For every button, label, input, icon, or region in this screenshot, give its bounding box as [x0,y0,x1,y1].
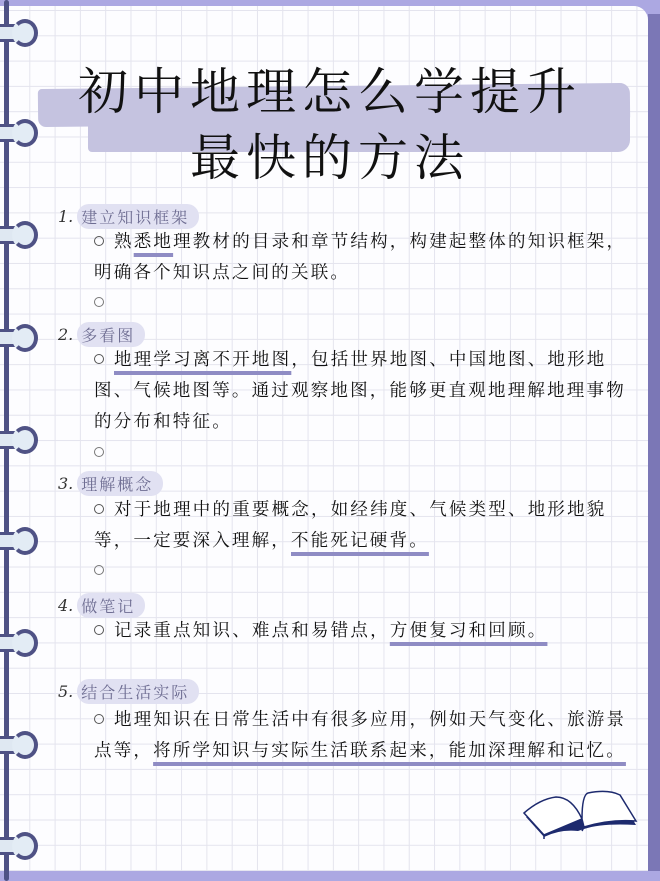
list-item: 记录重点知识、难点和易错点，方便复习和回顾。 [94,616,634,647]
section-number: 1. [58,207,74,226]
section-heading-1 [58,204,199,229]
hollow-bullet-icon [94,236,104,246]
empty-bullet-icon [94,297,104,307]
hollow-bullet-icon [94,354,104,364]
list-item: 对于地理中的重要概念，如经纬度、气候类型、地形地貌等，一定要深入理解，不能死记硬背。 [94,500,607,551]
spiral-ring-icon [0,527,40,555]
spiral-ring-icon [0,832,40,860]
spiral-ring-icon [0,629,40,657]
section-number: 5. [58,682,74,701]
hollow-bullet-icon [94,714,104,724]
empty-bullet-icon [94,447,104,457]
section-title: 理解概念 [77,471,163,496]
list-item: 熟悉地理教材的目录和章节结构，构建起整体的知识框架，明确各个知识点之间的关联。 [94,232,627,283]
section-title: 结合生活实际 [77,679,199,704]
section-heading-4 [58,593,145,618]
section-heading-5 [58,679,199,704]
section-number: 4. [58,596,74,615]
spiral-ring-icon [0,324,40,352]
section-heading-2 [58,322,145,347]
section-title: 多看图 [77,322,145,347]
spiral-ring-icon [0,221,40,249]
section-title: 建立知识框架 [77,204,199,229]
spiral-ring-icon [0,426,40,454]
list-item: 地理学习离不开地图，包括世界地图、中国地图、地形地图、气候地图等。通过观察地图，能够更直观地理解地理事物的分布和特征。 [94,350,626,432]
spiral-ring-icon [0,19,40,47]
section-title: 做笔记 [77,593,145,618]
open-book-icon [520,785,640,845]
list-item: 地理知识在日常生活中有很多应用，例如天气变化、旅游景点等，将所学知识与实际生活联系起来，能加深理解和记忆。 [94,710,627,761]
hollow-bullet-icon [94,625,104,635]
hollow-bullet-icon [94,504,104,514]
section-number: 3. [58,474,74,493]
page-title-line1: 初中地理怎么学提升 [78,63,582,121]
page-title-line2: 最快的方法 [190,129,470,187]
spiral-ring-icon [0,731,40,759]
empty-bullet-icon [94,565,104,575]
section-heading-3 [58,471,163,496]
section-number: 2. [58,325,74,344]
